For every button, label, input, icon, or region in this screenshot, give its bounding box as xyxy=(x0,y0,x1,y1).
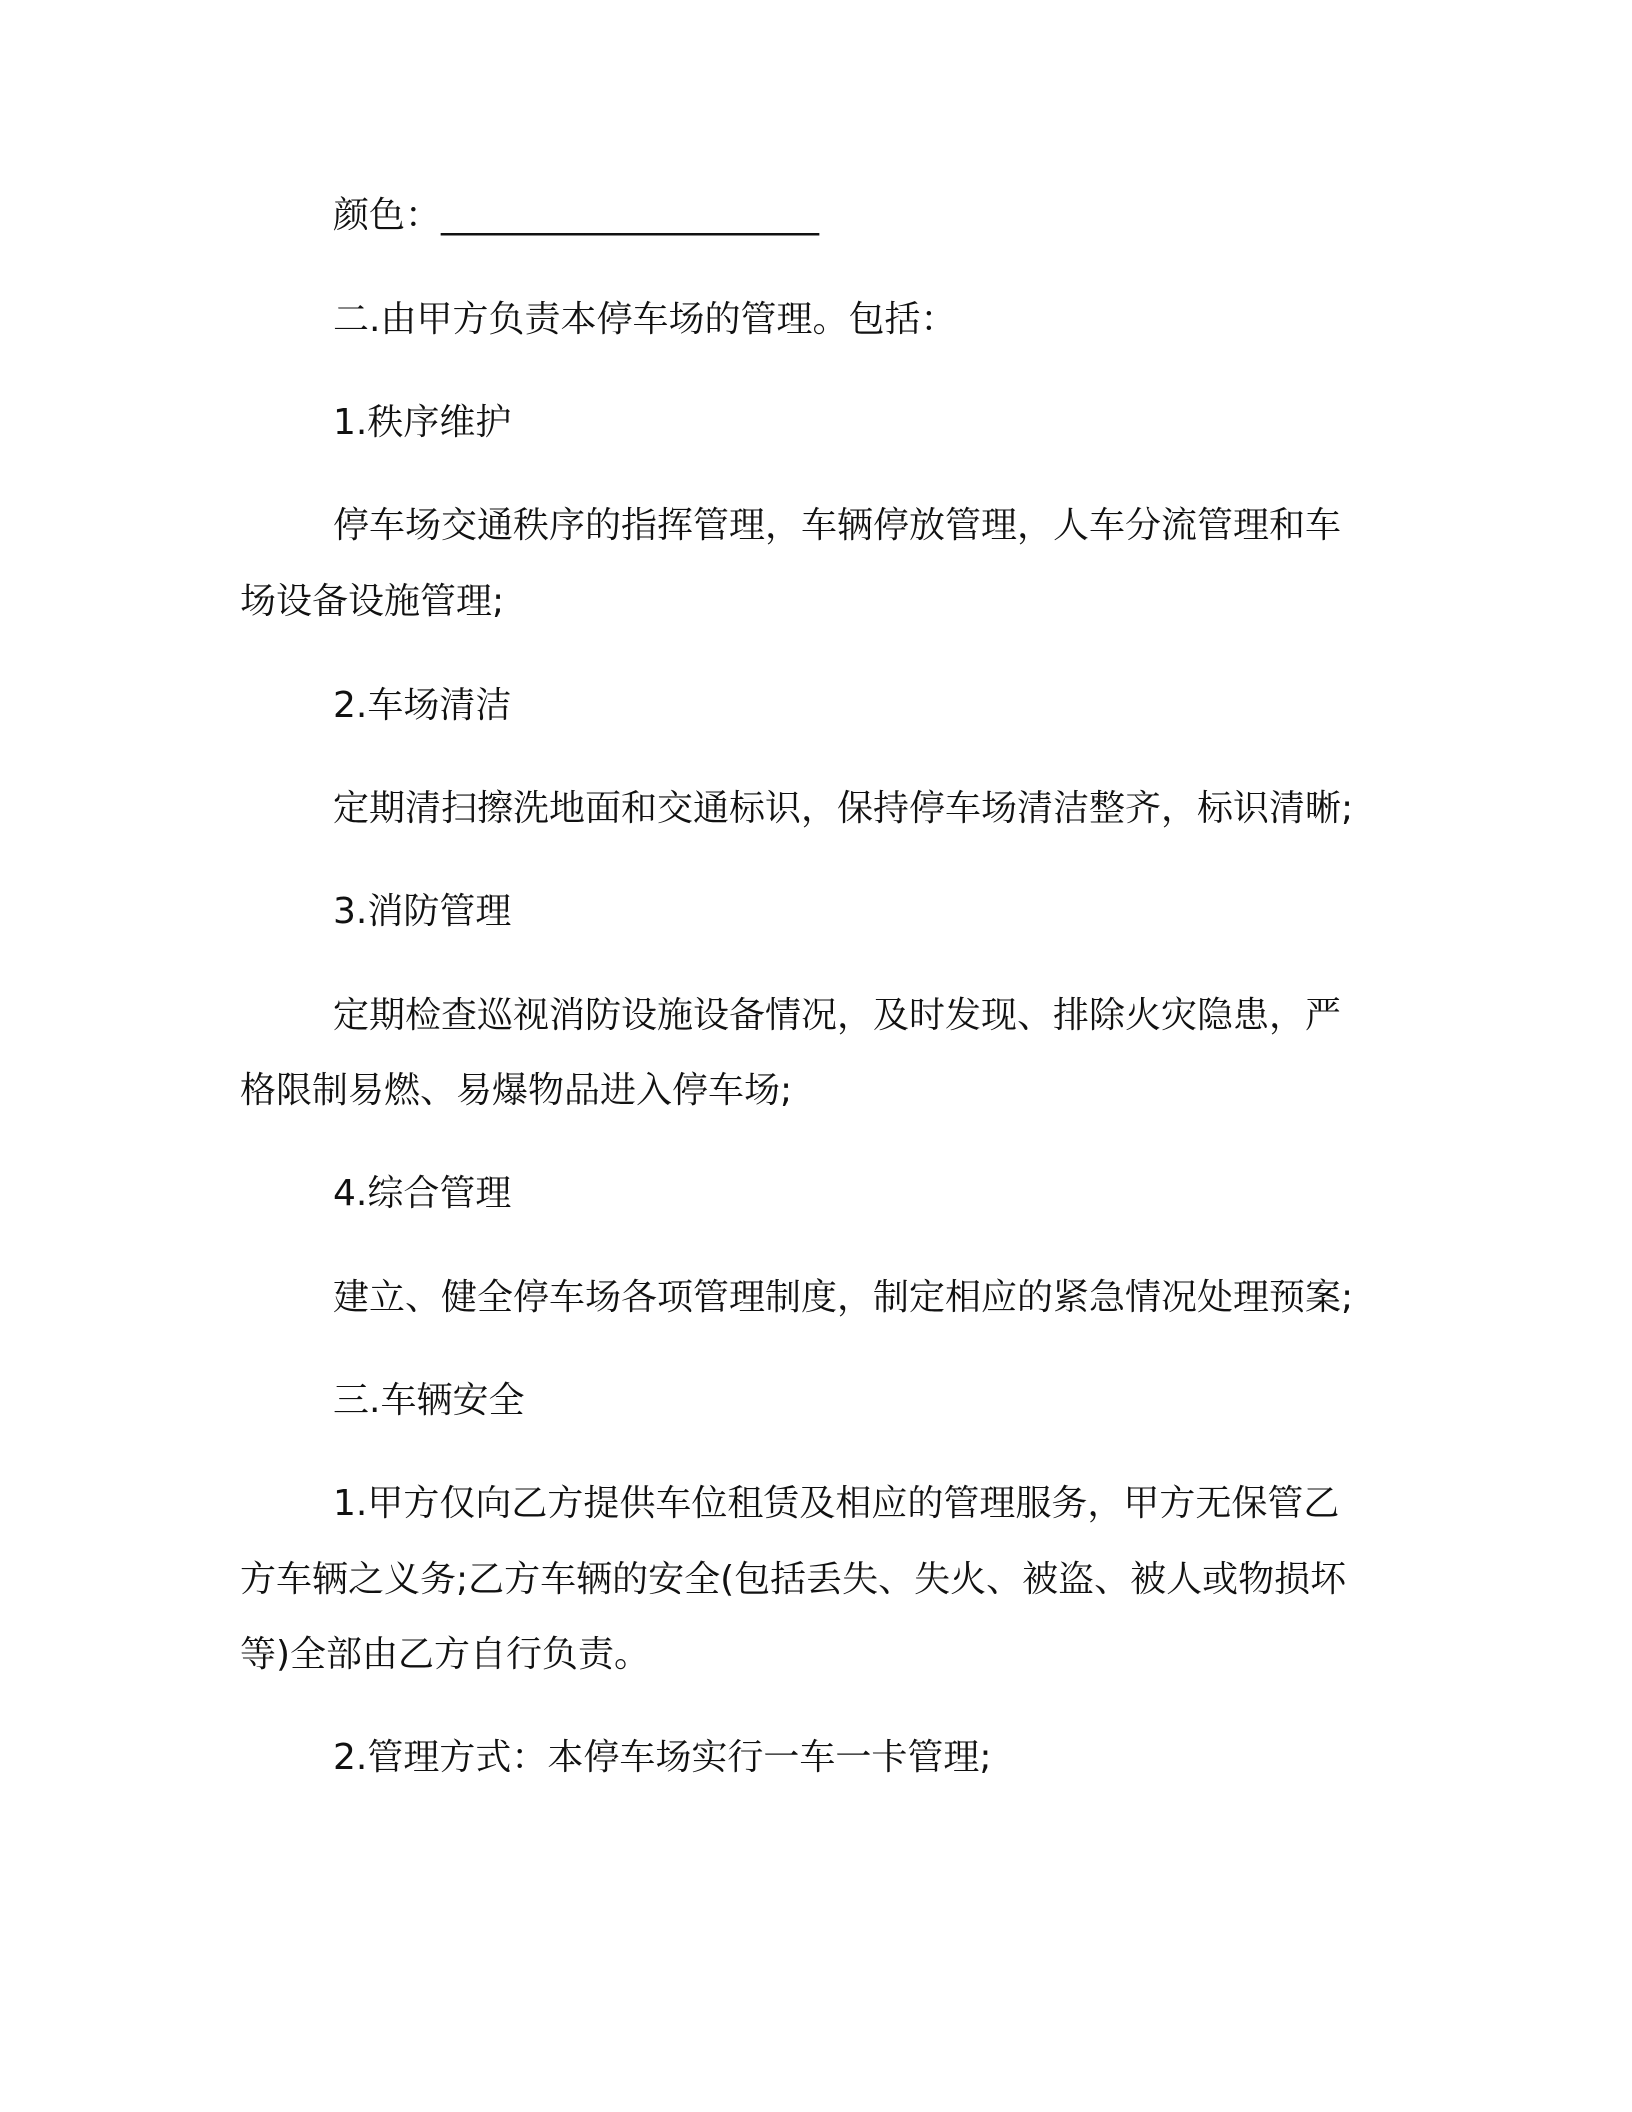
paragraph-line: 1.甲方仅向乙方提供车位租赁及相应的管理服务，甲方无保管乙 xyxy=(333,1483,1340,1524)
item-3-heading: 3.消防管理 xyxy=(333,891,512,932)
paragraph-line: 定期清扫擦洗地面和交通标识，保持停车场清洁整齐，标识清晰; xyxy=(333,788,1354,829)
item-1-heading: 1.秩序维护 xyxy=(333,402,512,443)
paragraph-line: 等)全部由乙方自行负责。 xyxy=(240,1634,651,1675)
color-field-line: 颜色：_____________________ xyxy=(333,195,820,236)
item-4-heading: 4.综合管理 xyxy=(333,1173,512,1214)
paragraph-line: 定期检查巡视消防设施设备情况，及时发现、排除火灾隐患，严 xyxy=(333,995,1342,1036)
paragraph-line: 建立、健全停车场各项管理制度，制定相应的紧急情况处理预案; xyxy=(333,1277,1354,1318)
paragraph-line: 格限制易燃、易爆物品进入停车场; xyxy=(240,1070,793,1111)
paragraph-line: 2.管理方式：本停车场实行一车一卡管理; xyxy=(333,1737,992,1778)
section-2-heading: 二.由甲方负责本停车场的管理。包括： xyxy=(333,299,957,340)
item-2-heading: 2.车场清洁 xyxy=(333,685,512,726)
paragraph-line: 场设备设施管理; xyxy=(240,581,505,622)
paragraph-line: 方车辆之义务;乙方车辆的安全(包括丢失、失火、被盗、被人或物损坏 xyxy=(240,1559,1347,1600)
paragraph-line: 停车场交通秩序的指挥管理，车辆停放管理，人车分流管理和车 xyxy=(333,505,1342,546)
section-3-heading: 三.车辆安全 xyxy=(333,1380,525,1421)
